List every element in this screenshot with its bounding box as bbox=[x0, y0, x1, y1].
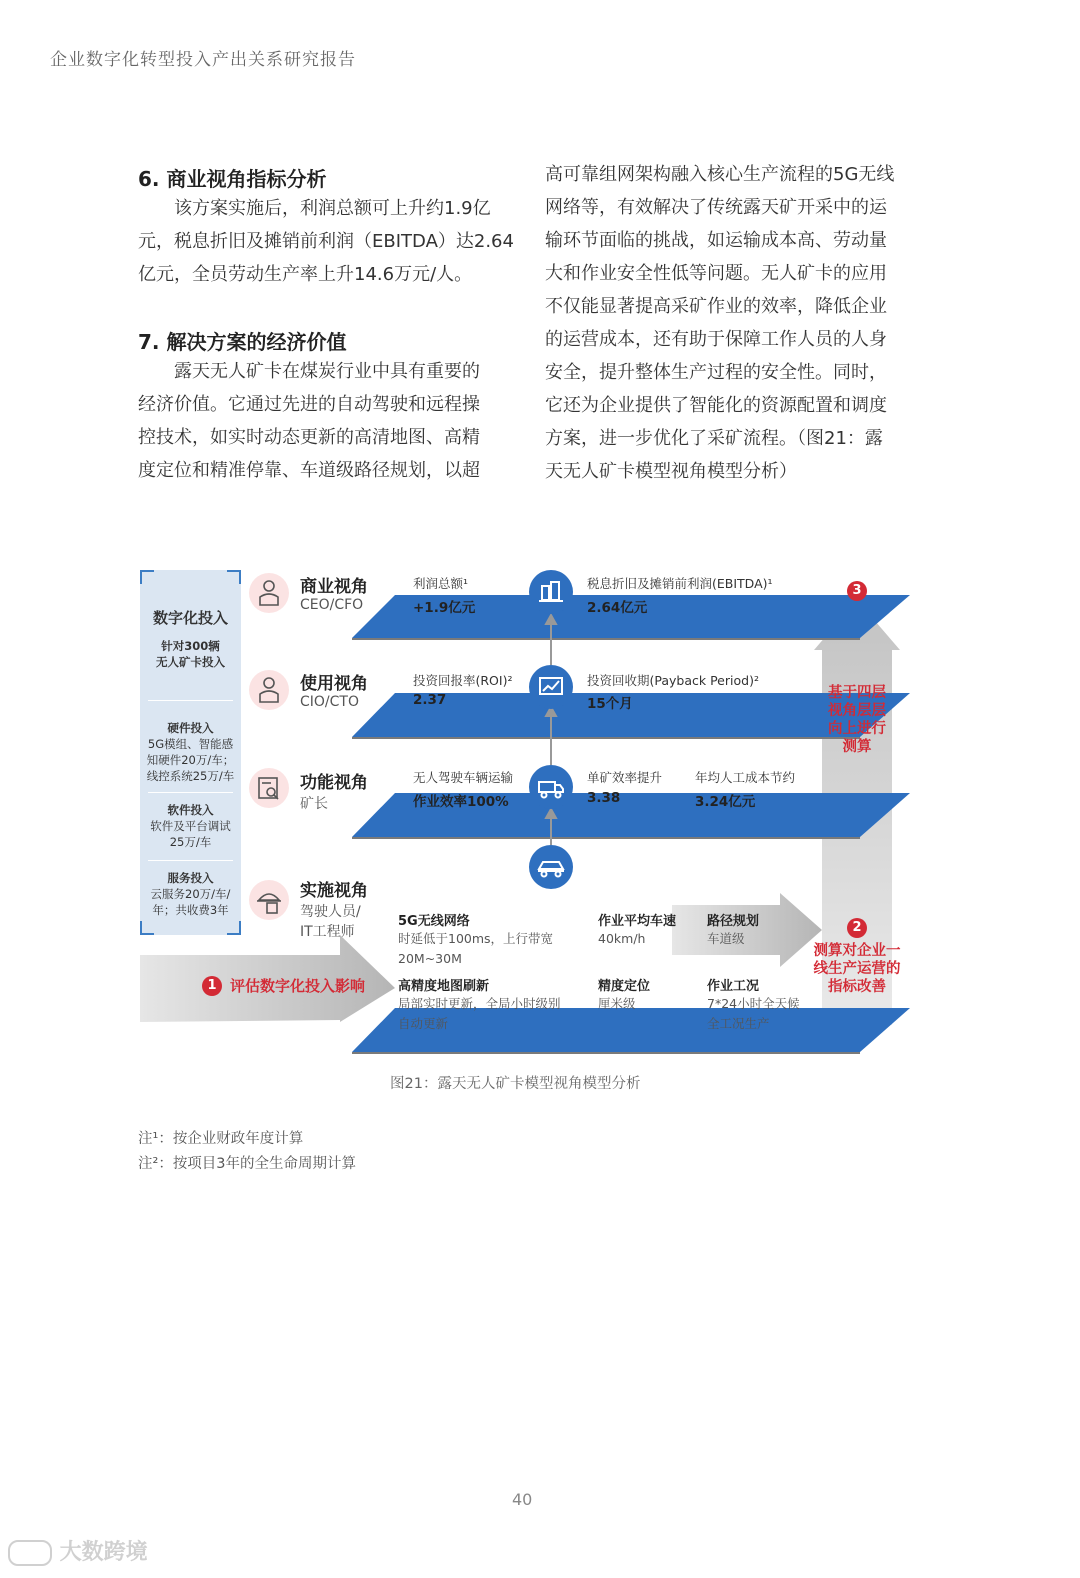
hardware-line: 5G模组、智能感 bbox=[147, 737, 234, 751]
impl-map bbox=[398, 975, 561, 1034]
text-line: 的运营成本，还有助于保障工作人员的人身 bbox=[545, 329, 887, 350]
step-3-line: 测算 bbox=[842, 739, 872, 755]
ebitda-value: 2.64亿元 bbox=[587, 600, 648, 616]
level-title: 实施视角 bbox=[300, 881, 368, 901]
impl-desc: 局部实时更新，全局小时级别 bbox=[398, 996, 561, 1011]
watermark-text: 大数跨境 bbox=[59, 1540, 148, 1565]
panel-subtitle bbox=[140, 638, 241, 670]
impl-speed bbox=[598, 910, 676, 949]
section-7-heading: 7. 解决方案的经济价值 bbox=[138, 330, 347, 354]
step-2-line: 线生产运营的 bbox=[813, 961, 901, 977]
document-search-icon bbox=[249, 768, 289, 808]
watermark-icon bbox=[8, 1540, 52, 1566]
page-number: 40 bbox=[512, 1490, 533, 1509]
person-icon bbox=[249, 670, 289, 710]
text-line: 高可靠组网架构融入核心生产流程的5G无线 bbox=[545, 164, 895, 185]
service-line: 云服务20万/车/ bbox=[150, 887, 231, 901]
impl-title: 作业工况 bbox=[707, 979, 760, 994]
text-line: 安全，提升整体生产过程的安全性。同时， bbox=[545, 362, 887, 383]
software-line: 25万/车 bbox=[169, 835, 212, 849]
efficiency-label: 单矿效率提升 bbox=[587, 770, 663, 785]
level-function bbox=[300, 768, 368, 813]
impl-desc: 厘米级 bbox=[598, 996, 636, 1011]
impl-positioning bbox=[598, 975, 650, 1014]
level-usage bbox=[300, 669, 368, 710]
impl-5g bbox=[398, 910, 553, 969]
text-line: 露天无人矿卡在煤炭行业中具有重要的 bbox=[138, 361, 480, 382]
impl-title: 路径规划 bbox=[707, 914, 760, 929]
impl-title: 作业平均车速 bbox=[598, 914, 677, 929]
impl-title: 精度定位 bbox=[598, 979, 651, 994]
transport-label: 无人驾驶车辆运输 bbox=[413, 770, 514, 785]
digital-investment-panel bbox=[140, 570, 241, 935]
watermark-logo bbox=[8, 1535, 148, 1566]
ebitda-label: 税息折旧及摊销前利润(EBITDA)¹ bbox=[587, 576, 773, 591]
text-line: 它还为企业提供了智能化的资源配置和调度 bbox=[545, 395, 887, 416]
step-3-badge: 3 bbox=[847, 581, 867, 601]
roi-value: 2.37 bbox=[413, 692, 447, 708]
level-role: CIO/CTO bbox=[300, 694, 359, 710]
person-icon bbox=[249, 573, 289, 613]
labor-saving-label: 年均人工成本节约 bbox=[695, 770, 796, 785]
impl-desc: 自动更新 bbox=[398, 1016, 449, 1031]
text-line: 控技术，如实时动态更新的高清地图、高精 bbox=[138, 427, 480, 448]
step-2-line: 测算对企业一 bbox=[813, 943, 901, 959]
text-line: 方案，进一步优化了采矿流程。（图21：露 bbox=[545, 428, 883, 449]
step-1-badge: 1 bbox=[202, 976, 222, 996]
step-3-label bbox=[822, 684, 892, 756]
figure-caption: 图21：露天无人矿卡模型视角模型分析 bbox=[390, 1076, 641, 1092]
step-1-label: 评估数字化投入影响 bbox=[230, 977, 366, 995]
text-line: 天无人矿卡模型视角模型分析） bbox=[545, 461, 797, 482]
impl-desc: 40km/h bbox=[598, 931, 646, 946]
text-line: 该方案实施后，利润总额可上升约1.9亿 bbox=[138, 198, 491, 219]
level-role: IT工程师 bbox=[300, 924, 355, 940]
payback-label: 投资回收期(Payback Period)² bbox=[587, 673, 759, 688]
step-3-line: 向上进行 bbox=[828, 721, 886, 737]
impl-title: 高精度地图刷新 bbox=[398, 979, 490, 994]
text-line: 元，税息折旧及摊销前利润（EBITDA）达2.64 bbox=[138, 231, 514, 252]
panel-title: 数字化投入 bbox=[152, 609, 228, 627]
level-business bbox=[300, 572, 368, 613]
hardware-title: 硬件投入 bbox=[167, 721, 214, 735]
impl-conditions bbox=[707, 975, 800, 1034]
level-role: CEO/CFO bbox=[300, 597, 364, 613]
text-line: 大和作业安全性低等问题。无人矿卡的应用 bbox=[545, 263, 887, 284]
payback-value: 15个月 bbox=[587, 696, 633, 712]
level-title: 商业视角 bbox=[300, 577, 368, 597]
level-title: 功能视角 bbox=[300, 773, 368, 793]
service-title: 服务投入 bbox=[167, 871, 214, 885]
level-role: 矿长 bbox=[300, 796, 328, 812]
impl-desc: 时延低于100ms，上行带宽 bbox=[398, 931, 554, 946]
step-3-line: 基于四层 bbox=[828, 685, 886, 701]
text-line: 度定位和精准停靠、车道级路径规划，以超 bbox=[138, 460, 480, 481]
service-investment bbox=[140, 870, 241, 918]
text-line: 经济价值。它通过先进的自动驾驶和远程操 bbox=[138, 394, 480, 415]
service-line: 年；共收费3年 bbox=[152, 903, 229, 917]
panel-subtitle-line: 无人矿卡投入 bbox=[156, 655, 225, 669]
footnote-1: 注¹：按企业财政年度计算 bbox=[138, 1131, 304, 1147]
panel-subtitle-line: 针对300辆 bbox=[161, 639, 220, 653]
worker-helmet-icon bbox=[249, 880, 289, 920]
software-line: 软件及平台调试 bbox=[150, 819, 231, 833]
text-line: 输环节面临的挑战，如运输成本高、劳动量 bbox=[545, 230, 887, 251]
transport-value: 作业效率100% bbox=[413, 794, 509, 810]
software-investment bbox=[140, 802, 241, 850]
impl-desc: 全工况生产 bbox=[707, 1016, 770, 1031]
step-2-label bbox=[806, 942, 908, 996]
profit-label: 利润总额¹ bbox=[413, 576, 469, 591]
profit-value: +1.9亿元 bbox=[413, 600, 476, 616]
roi-label: 投资回报率(ROI)² bbox=[413, 673, 513, 688]
level-implementation bbox=[300, 876, 368, 941]
document-header: 企业数字化转型投入产出关系研究报告 bbox=[50, 50, 356, 70]
impl-path bbox=[707, 910, 759, 949]
hardware-line: 线控系统25万/车 bbox=[146, 769, 235, 783]
building-icon bbox=[529, 570, 573, 614]
text-line: 亿元，全员劳动生产率上升14.6万元/人。 bbox=[138, 264, 473, 285]
step-3-line: 视角层层 bbox=[828, 703, 886, 719]
efficiency-value: 3.38 bbox=[587, 790, 621, 806]
chart-icon bbox=[529, 665, 573, 709]
level-title: 使用视角 bbox=[300, 674, 368, 694]
impl-title: 5G无线网络 bbox=[398, 914, 470, 929]
hardware-investment bbox=[140, 720, 241, 784]
step-2-badge: 2 bbox=[847, 918, 867, 938]
impl-desc: 20M~30M bbox=[398, 951, 462, 966]
truck-icon bbox=[529, 765, 573, 809]
footnote-2: 注²：按项目3年的全生命周期计算 bbox=[138, 1156, 357, 1172]
text-line: 不仅能显著提高采矿作业的效率，降低企业 bbox=[545, 296, 887, 317]
level-role: 驾驶人员/ bbox=[300, 904, 361, 920]
step-2-line: 指标改善 bbox=[828, 979, 886, 995]
labor-saving-value: 3.24亿元 bbox=[695, 794, 756, 810]
hardware-line: 知硬件20万/车； bbox=[146, 753, 235, 767]
section-6-heading: 6. 商业视角指标分析 bbox=[138, 167, 327, 191]
vehicle-icon bbox=[529, 845, 573, 889]
impl-desc: 车道级 bbox=[707, 931, 745, 946]
text-line: 网络等，有效解决了传统露天矿开采中的运 bbox=[545, 197, 887, 218]
impl-desc: 7*24小时全天候 bbox=[707, 996, 800, 1011]
software-title: 软件投入 bbox=[167, 803, 214, 817]
